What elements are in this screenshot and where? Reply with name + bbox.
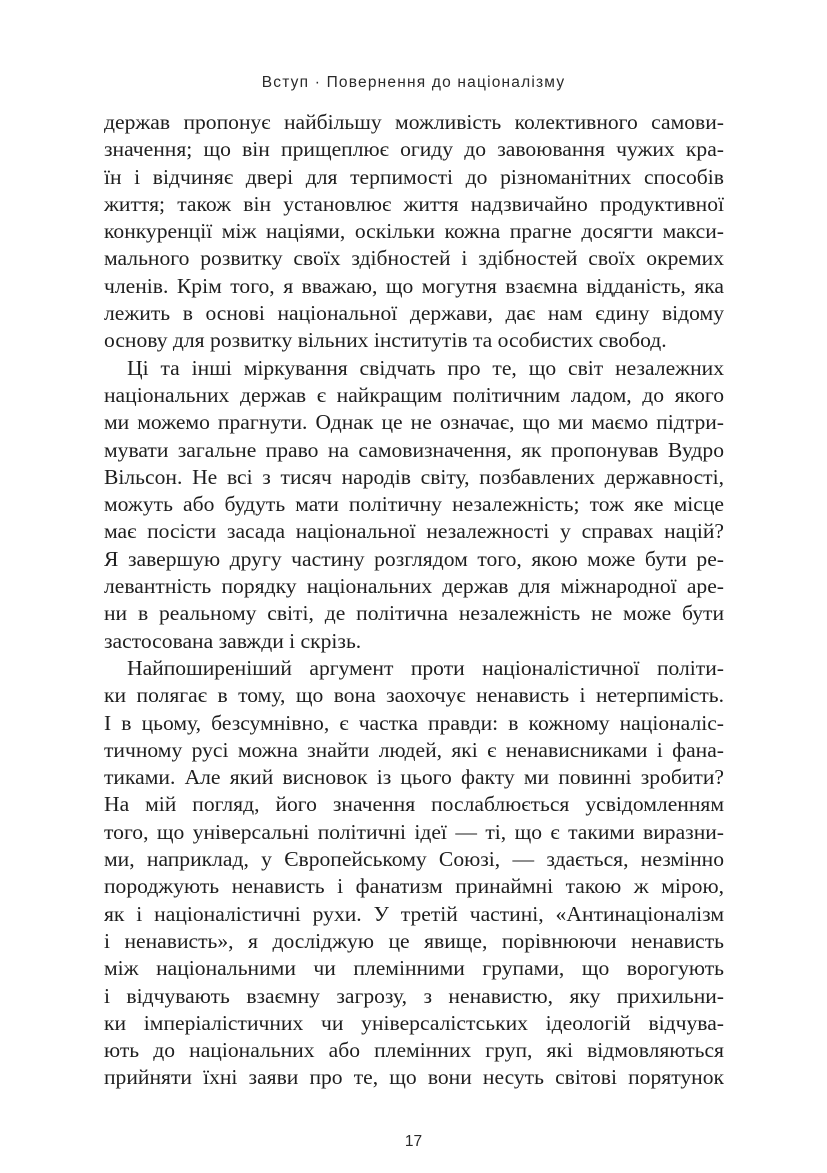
text-line: основу для розвитку вільних інститутів та особистих свобод.	[104, 328, 667, 353]
text-line: левантність порядку національних держав для міжнародної аре-	[104, 574, 724, 599]
page-number: 17	[404, 1133, 423, 1150]
text-line: членів. Крім того, я вважаю, що могутня взаємна відданість, яка	[104, 273, 724, 298]
text-line: має посісти засада національної незалежності у справах націй?	[104, 519, 724, 544]
text-line: ють до національних або племінних груп, які відмовляються	[104, 1038, 724, 1063]
text-line: можуть або будуть мати політичну незалежність; тож яке місце	[104, 492, 724, 517]
text-line: тиками. Але який висновок із цього факту ми повинні зробити?	[104, 765, 724, 790]
text-line: мувати загальне право на самовизначення, як пропонував Вудро	[104, 437, 724, 462]
running-head: Вступ · Повернення до націоналізму	[261, 74, 566, 91]
text-line: лежить в основі національної держави, дає нам єдину відому	[104, 301, 724, 326]
text-line: мального розвитку своїх здібностей і здібностей своїх окремих	[104, 246, 724, 271]
text-line: ни в реальному світі, де політична незалежність не може бути	[104, 601, 724, 626]
text-line: тичному русі можна знайти людей, які є ненависниками і фана-	[104, 737, 724, 762]
text-line: держав пропонує найбільшу можливість колективного самови-	[104, 110, 724, 134]
text-line: І в цьому, безсумнівно, є частка правди: в кожному націоналіс-	[104, 710, 724, 735]
text-line: між національними чи племінними групами, що ворогують	[104, 956, 724, 981]
text-line: Ці та інші міркування свідчать про те, що світ незалежних	[127, 355, 724, 380]
text-line: і ненависть», я досліджую це явище, порівнюючи ненависть	[104, 928, 724, 953]
text-line: породжують ненависть і фанатизм принаймні такою ж мірою,	[104, 874, 724, 899]
text-line: того, що універсальні політичні ідеї — ті, що є такими виразни-	[104, 819, 724, 844]
text-line: значення; що він прищеплює огиду до завоювання чужих кра-	[104, 137, 724, 162]
text-line: життя; також він установлює життя надзвичайно продуктивної	[104, 191, 724, 216]
text-line: На мій погляд, його значення послаблюється усвідомленням	[104, 792, 724, 817]
text-line: ми, наприклад, у Європейському Союзі, — здається, незмінно	[104, 847, 724, 872]
text-line: національних держав є найкращим політичним ладом, до якого	[104, 382, 724, 407]
text-line: ми можемо прагнути. Однак це не означає, що ми маємо підтри-	[104, 410, 724, 435]
text-line: ки імперіалістичних чи універсалістських ідеологій відчува-	[104, 1010, 724, 1035]
text-line: прийняти їхні заяви про те, що вони несуть світові порятунок	[104, 1065, 724, 1090]
body-text	[104, 109, 724, 1092]
text-line: як і націоналістичні рухи. У третій частині, «Антинаціоналізм	[104, 901, 724, 926]
text-line: Я завершую другу частину розглядом того, якою може бути ре-	[104, 546, 724, 571]
text-line: Найпоширеніший аргумент проти націоналістичної політи-	[127, 655, 724, 680]
text-line: їн і відчиняє двері для терпимості до різноманітних способів	[104, 164, 724, 189]
text-line: конкуренції між націями, оскільки кожна прагне досягти макси-	[104, 219, 724, 244]
text-line: Вільсон. Не всі з тисяч народів світу, позбавлених державності,	[104, 464, 724, 489]
text-line: ки полягає в тому, що вона заохочує ненависть і нетерпимість.	[104, 683, 724, 708]
text-line: і відчувають взаємну загрозу, з ненавистю, яку прихильни-	[104, 983, 724, 1008]
text-line: застосована завжди і скрізь.	[104, 628, 362, 653]
